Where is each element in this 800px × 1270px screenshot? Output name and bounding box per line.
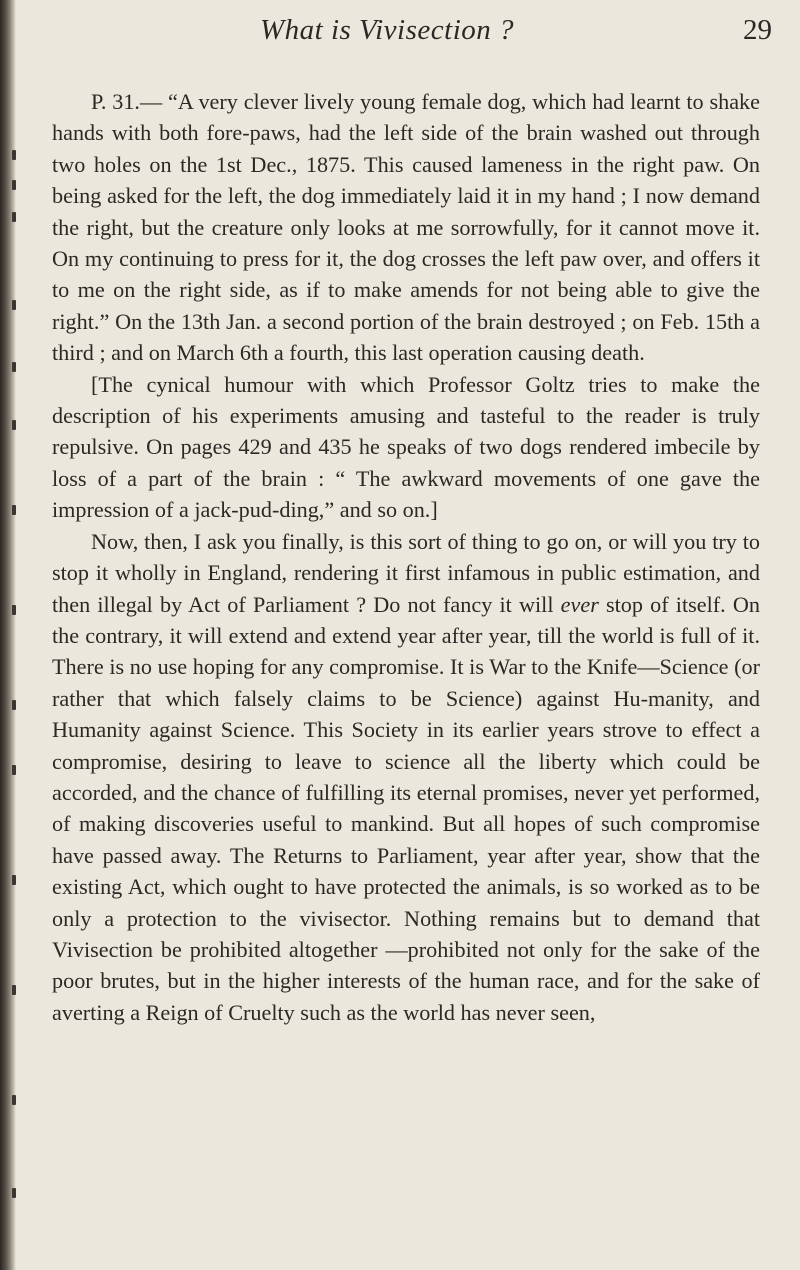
paragraph-conclusion-part1: Now, then, I ask you finally, is this sort of thing to go on, or will you try to stop it wholly in England, rendering it first infamous in public estimation, and then illegal by Act of Parliament ? Do not fancy it will xyxy=(52,528,760,617)
paragraph-conclusion xyxy=(52,526,760,1029)
paragraph-conclusion-part2: stop of itself. On the contrary, it will extend and extend year after year, till the world is full of it. There is no use hoping for any compromise. It is War to the Knife—Science (or rather that which falsely claims to be Science) against Hu-manity, and Humanity against Science. This Society in its earlier years strove to effect a compromise, desiring to leave to science all the liberty which could be accorded, and the chance of fulfilling its eternal promises, never yet performed, of making discoveries useful to mankind. But all hopes of such compromise have passed away. The Returns to Parliament, year after year, show that the existing Act, which ought to have protected the animals, is so worked as to be only a protection to the vivisector. Nothing remains but to demand that Vivisection be prohibited altogether —prohibited not only for the sake of the poor brutes, but in the higher interests of the human race, and for the sake of averting a Reign of Cruelty such as the world has never seen, xyxy=(52,591,760,1025)
paragraph-editorial-note: [The cynical humour with which Professor Goltz tries to make the description of his experiments amusing and tasteful to the reader is truly repulsive. On pages 429 and 435 he speaks of two dogs rendered imbecile by loss of a part of the brain : “ The awkward movements of one gave the impression of a jack-pud-ding,” and so on.] xyxy=(52,371,760,523)
page-number: 29 xyxy=(743,14,772,46)
running-title: What is Vivisection ? xyxy=(260,14,514,46)
body-text xyxy=(52,86,760,1028)
paragraph-goltz-quote: P. 31.— “A very clever lively young female dog, which had learnt to shake hands with both fore-paws, had the left side of the brain washed out through two holes on the 1st Dec., 1875. This caused lameness in the right paw. On being asked for the left, the dog immediately laid it in my hand ; I now demand the right, but the creature only looks at me sorrowfully, for it cannot move it. On my continuing to press for it, the dog crosses the left paw over, and offers it to me on the right side, as if to make amends for not being able to give the right.” On the 13th Jan. a second portion of the brain destroyed ; on Feb. 15th a third ; and on March 6th a fourth, this last operation causing death. xyxy=(52,89,760,366)
emphasis-ever: ever xyxy=(560,591,599,617)
running-head xyxy=(110,14,790,54)
gutter-marks xyxy=(12,0,20,1270)
